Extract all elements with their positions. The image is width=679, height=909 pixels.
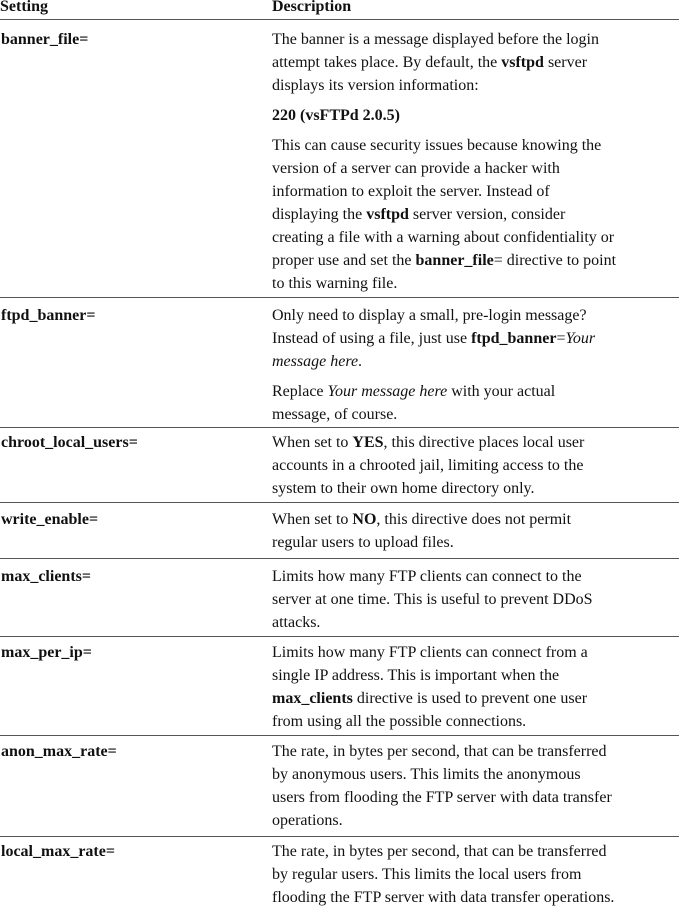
description-line: Limits how many FTP clients can connect from a [272, 644, 588, 661]
setting-name: chroot_local_users= [1, 434, 138, 451]
description-line: The rate, in bytes per second, that can be transferred [272, 843, 607, 860]
row-divider [0, 558, 679, 559]
row-divider [0, 735, 679, 736]
setting-name: max_per_ip= [1, 644, 92, 661]
description-line: message here. [272, 353, 363, 370]
description-line: displays its version information: [272, 77, 479, 94]
description-line: message, of course. [272, 406, 398, 423]
description-line: accounts in a chrooted jail, limiting access to the [272, 457, 584, 474]
description-line: Only need to display a small, pre-login message? [272, 307, 587, 324]
row-divider [0, 427, 679, 428]
setting-name: anon_max_rate= [1, 743, 117, 760]
row-divider [0, 836, 679, 837]
setting-name: max_clients= [1, 568, 91, 585]
description-line: by regular users. This limits the local users from [272, 866, 582, 883]
description-line: This can cause security issues because knowing the [272, 137, 602, 154]
description-line: attempt takes place. By default, the vsftpd server [272, 54, 588, 71]
description-line: attacks. [272, 614, 321, 631]
setting-description [272, 28, 677, 295]
setting-description [272, 565, 677, 634]
description-line: regular users to upload files. [272, 534, 454, 551]
setting-description [272, 508, 677, 554]
setting-description [272, 304, 677, 426]
description-line: The rate, in bytes per second, that can be transferred [272, 743, 607, 760]
table-header [0, 0, 679, 19]
description-line: users from flooding the FTP server with data transfer [272, 789, 612, 806]
description-line: server at one time. This is useful to prevent DDoS [272, 591, 593, 608]
setting-description [272, 641, 677, 733]
description-line: single IP address. This is important when the [272, 667, 560, 684]
description-line: information to exploit the server. Instead of [272, 183, 550, 200]
description-line: The banner is a message displayed before the login [272, 31, 599, 48]
row-divider [0, 297, 679, 298]
description-line: creating a file with a warning about confidentiality or [272, 229, 615, 246]
description-line: flooding the FTP server with data transfer operations. [272, 889, 615, 906]
version-example: 220 (vsFTPd 2.0.5) [272, 107, 400, 124]
setting-description [272, 740, 677, 832]
setting-name: write_enable= [1, 511, 99, 528]
description-line: Replace Your message here with your actual [272, 383, 556, 400]
description-line: Instead of using a file, just use ftpd_banner=Your [272, 330, 596, 347]
description-line: by anonymous users. This limits the anonymous [272, 766, 581, 783]
setting-name: banner_file= [1, 31, 89, 48]
row-divider [0, 502, 679, 503]
description-line: When set to NO, this directive does not permit [272, 511, 572, 528]
setting-description [272, 840, 677, 909]
description-line: system to their own home directory only. [272, 480, 535, 497]
row-divider [0, 636, 679, 637]
description-line: to this warning file. [272, 275, 398, 292]
setting-description [272, 431, 677, 500]
description-line: max_clients directive is used to prevent one user [272, 690, 588, 707]
setting-name: ftpd_banner= [1, 307, 96, 324]
description-line: Limits how many FTP clients can connect to the [272, 568, 582, 585]
description-line: version of a server can provide a hacker with [272, 160, 560, 177]
description-line: When set to YES, this directive places local user [272, 434, 585, 451]
description-line: operations. [272, 812, 343, 829]
header-description: Description [272, 0, 352, 15]
description-line: proper use and set the banner_file= directive to point [272, 252, 617, 269]
header-setting: Setting [0, 0, 48, 15]
setting-name: local_max_rate= [1, 843, 115, 860]
description-line: displaying the vsftpd server version, consider [272, 206, 566, 223]
description-line: from using all the possible connections. [272, 713, 527, 730]
header-divider [0, 19, 679, 20]
